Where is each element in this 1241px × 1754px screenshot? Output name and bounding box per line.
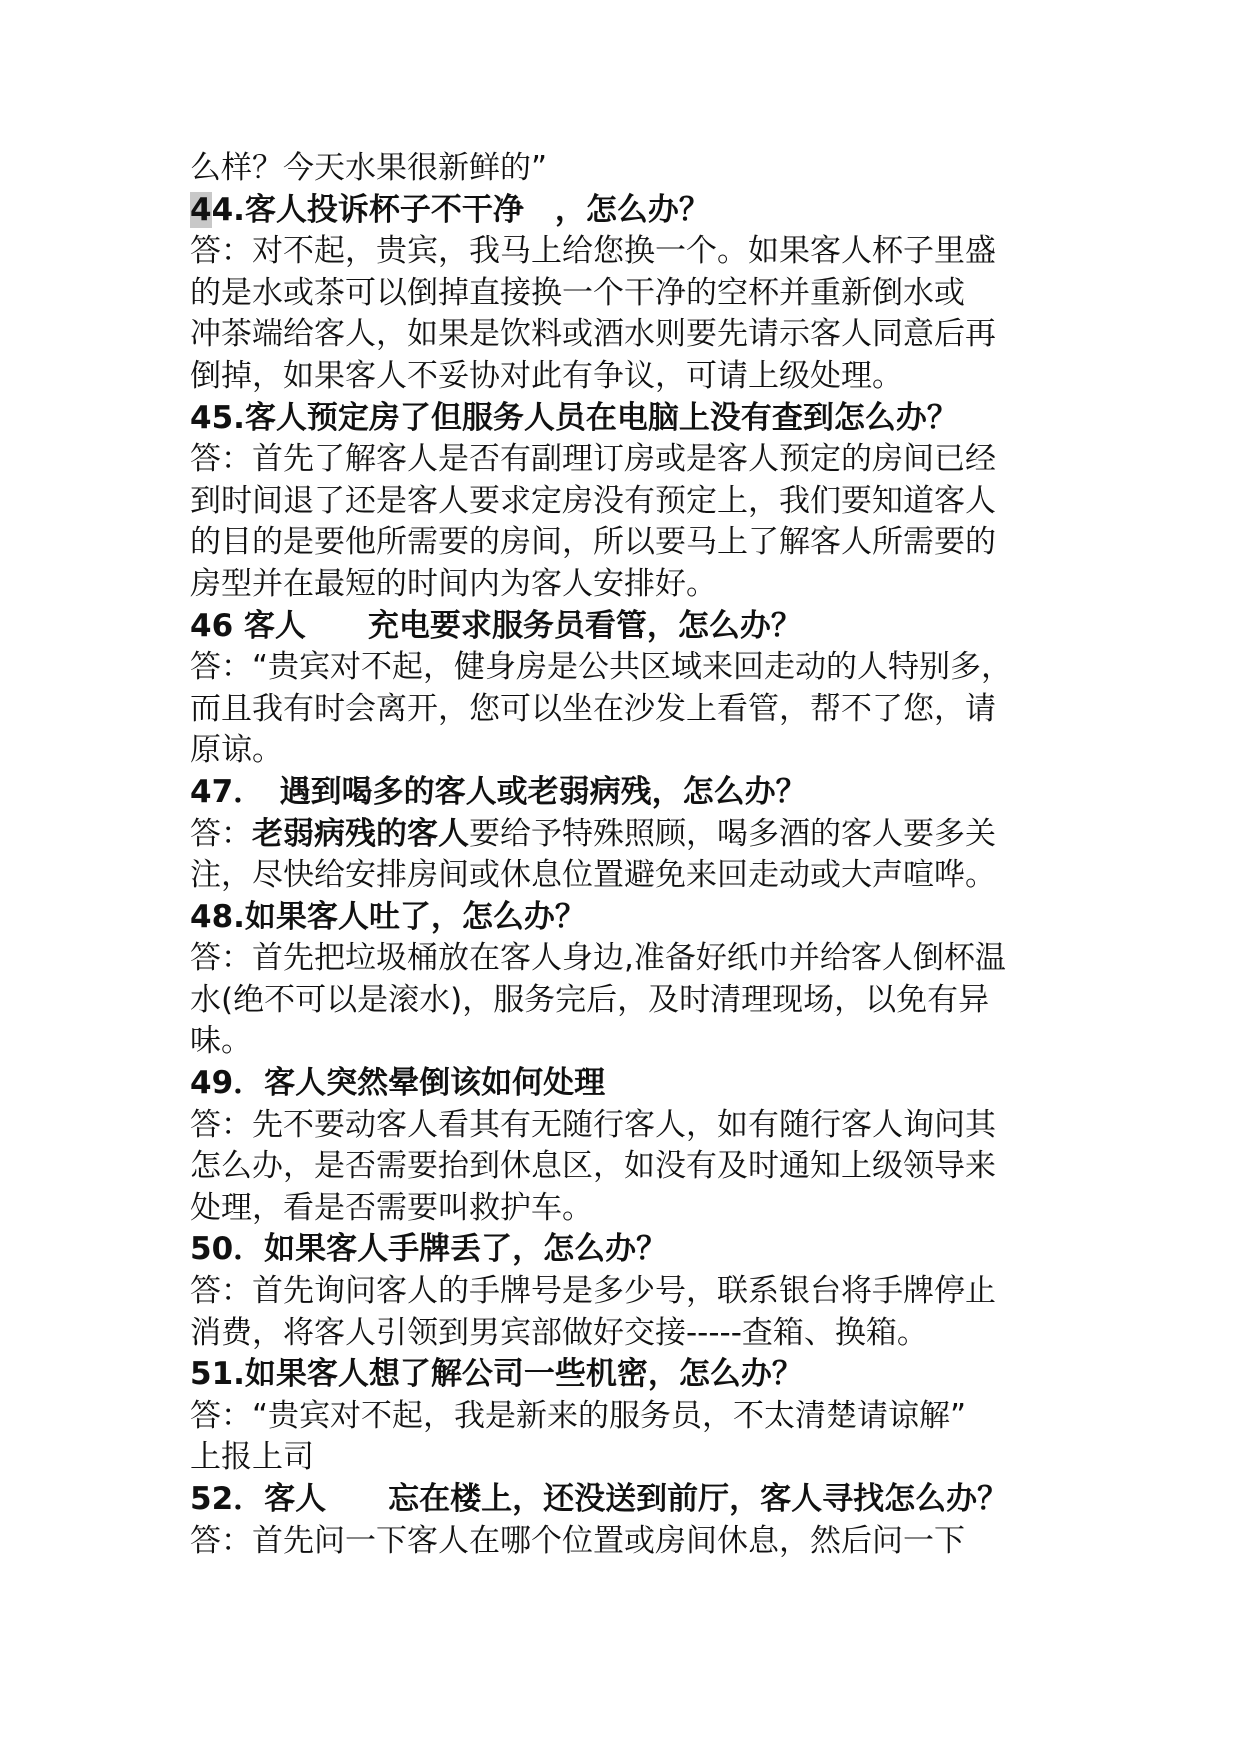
answer-line: 处理，看是否需要叫救护车。 [190, 1189, 593, 1226]
document-page [190, 148, 1070, 1562]
answer-line: 倒掉，如果客人不妥协对此有争议，可请上级处理。 [190, 357, 903, 394]
answer-line [190, 814, 1070, 856]
answer-line: 上报上司 [190, 1439, 314, 1476]
answer-line: 而且我有时会离开，您可以坐在沙发上看管，帮不了您，请 [190, 690, 996, 727]
answer-line: 么样？今天水果很新鲜的” [190, 150, 548, 186]
answer-line: 答：首先了解客人是否有副理订房或是客人预定的房间已经 [190, 441, 996, 478]
answer-line: 答：对不起，贵宾，我马上给您换一个。如果客人杯子里盛 [190, 233, 996, 270]
answer-line: 的目的是要他所需要的房间，所以要马上了解客人所需要的 [190, 524, 996, 561]
question-heading-44 [190, 190, 1070, 232]
answer-line: 冲茶端给客人，如果是饮料或酒水则要先请示客人同意后再 [190, 316, 996, 353]
question-heading-50: 50．如果客人手牌丢了，怎么办？ [190, 1231, 668, 1268]
answer-line: 味。 [190, 1023, 252, 1060]
question-heading-45: 45.客人预定房了但服务人员在电脑上没有查到怎么办？ [190, 399, 958, 436]
question-heading-51: 51.如果客人想了解公司一些机密，怎么办？ [190, 1356, 803, 1393]
question-heading-52: 52．客人 忘在楼上，还没送到前厅，客人寻找怎么办？ [190, 1481, 1009, 1517]
bold-emphasis: 老弱病残的客人 [252, 815, 469, 852]
answer-line: 答：首先问一下客人在哪个位置或房间休息，然后问一下 [190, 1522, 965, 1559]
question-text: 4.客人投诉杯子不干净 ，怎么办？ [211, 191, 710, 228]
answer-text: 要给予特殊照顾，喝多酒的客人要多关 [469, 815, 996, 852]
question-heading-47: 47． 遇到喝多的客人或老弱病残，怎么办？ [190, 773, 807, 810]
answer-line: 到时间退了还是客人要求定房没有预定上，我们要知道客人 [190, 482, 996, 519]
question-heading-46: 46 客人 充电要求服务员看管，怎么办？ [190, 607, 802, 644]
answer-line: 的是水或茶可以倒掉直接换一个干净的空杯并重新倒水或 [190, 274, 965, 311]
answer-line: 注，尽快给安排房间或休息位置避免来回走动或大声喧哗。 [190, 857, 996, 894]
answer-line: 答：“贵宾对不起，我是新来的服务员，不太清楚请谅解” [190, 1397, 967, 1434]
answer-line: 原谅。 [190, 732, 283, 769]
answer-line: 答：首先把垃圾桶放在客人身边,准备好纸巾并给客人倒杯温 [190, 940, 1006, 977]
answer-prefix: 答： [190, 815, 252, 852]
answer-line: 答：首先询问客人的手牌号是多少号，联系银台将手牌停止 [190, 1273, 996, 1310]
answer-line: 怎么办，是否需要抬到休息区，如没有及时通知上级领导来 [190, 1148, 996, 1185]
text-cursor-highlight: 4 [190, 191, 212, 228]
answer-line: 消费，将客人引领到男宾部做好交接-----查箱、换箱。 [190, 1314, 928, 1351]
answer-line: 答：“贵宾对不起，健身房是公共区域来回走动的人特别多， [190, 649, 1013, 686]
question-heading-49: 49．客人突然晕倒该如何处理 [190, 1065, 606, 1102]
answer-line: 水(绝不可以是滚水)，服务完后，及时清理现场，以免有异 [190, 981, 990, 1018]
answer-line: 答：先不要动客人看其有无随行客人，如有随行客人询问其 [190, 1106, 996, 1143]
question-heading-48: 48.如果客人吐了，怎么办？ [190, 898, 586, 935]
answer-line: 房型并在最短的时间内为客人安排好。 [190, 565, 717, 602]
